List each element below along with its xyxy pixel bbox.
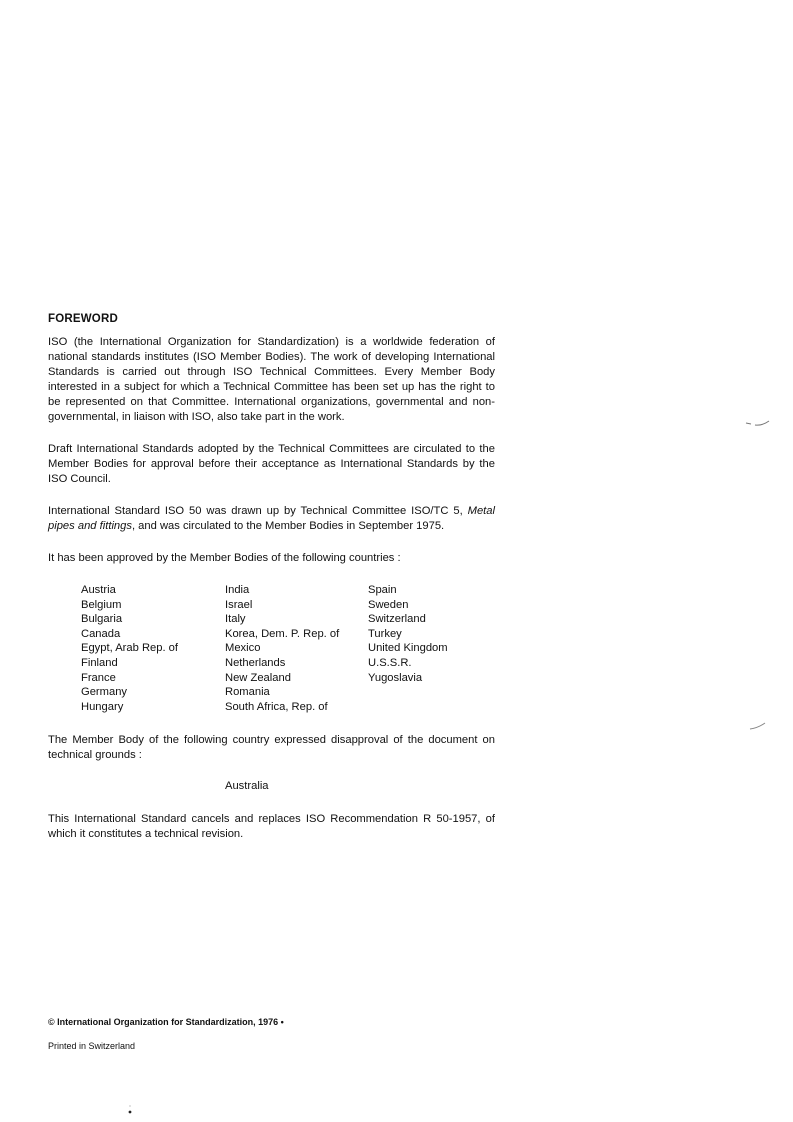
country-item: Belgium: [81, 598, 122, 611]
country-item: India: [225, 584, 250, 596]
scan-mark-icon: [745, 418, 771, 428]
countries-column-2: [225, 583, 339, 714]
copyright-notice: © International Organization for Standardization, 1976 •: [48, 1017, 284, 1027]
country-item: Turkey: [368, 627, 402, 640]
country-item: Italy: [225, 613, 246, 626]
printed-in-notice: Printed in Switzerland: [48, 1041, 136, 1051]
disapproving-country: Australia: [225, 780, 269, 792]
foreword-paragraph-5: The Member Body of the following country expressed disapproval of the document on technical grounds :: [48, 734, 495, 761]
country-item: Germany: [81, 686, 128, 699]
foreword-paragraph-3: [48, 504, 495, 534]
scan-dot-icon: [126, 1103, 134, 1117]
country-item: Canada: [81, 627, 121, 640]
country-item: Sweden: [368, 598, 409, 611]
country-item: Korea, Dem. P. Rep. of: [225, 627, 340, 640]
country-item: Mexico: [225, 642, 261, 655]
foreword-paragraph-1: ISO (the International Organization for Standardization) is a worldwide federation of national standards institutes (ISO Member Bodies). The work of developing International Standards is carried out through ISO Technical Committees. Every Member Body interested in a subject for which a Technical Committee has been set up has the right to be represented on that Committee. International organizations, governmental and non-governmental, in liaison with ISO, also take part in the work.: [48, 336, 495, 423]
country-item: New Zealand: [225, 671, 291, 684]
country-item: Switzerland: [368, 613, 426, 626]
country-item: Hungary: [81, 700, 124, 713]
country-item: France: [81, 671, 116, 684]
country-item: South Africa, Rep. of: [225, 700, 328, 713]
foreword-paragraph-4: It has been approved by the Member Bodies of the following countries :: [48, 552, 401, 564]
countries-column-1: [81, 583, 178, 714]
scan-mark-icon: [748, 720, 768, 732]
country-item: Finland: [81, 656, 118, 669]
country-item: Austria: [81, 584, 116, 596]
country-item: Romania: [225, 686, 270, 699]
country-item: Netherlands: [225, 656, 286, 669]
foreword-heading: FOREWORD: [48, 313, 118, 325]
country-item: Yugoslavia: [368, 671, 423, 684]
foreword-paragraph-6: This International Standard cancels and replaces ISO Recommendation R 50-1957, of which it constitutes a technical revision.: [48, 813, 495, 840]
foreword-section: [48, 313, 495, 859]
countries-column-3: [368, 583, 448, 685]
para3-tail: , and was circulated to the Member Bodies in September 1975.: [131, 520, 445, 532]
country-item: Israel: [225, 598, 253, 611]
foreword-paragraph-2: Draft International Standards adopted by the Technical Committees are circulated to the Member Bodies for approval before their acceptance as International Standards by the ISO Council.: [48, 443, 495, 485]
country-item: Spain: [368, 584, 397, 596]
country-item: Egypt, Arab Rep. of: [81, 642, 179, 655]
para3-intro: International Standard ISO 50 was drawn up by Technical Committee ISO/TC 5,: [48, 505, 463, 517]
country-item: United Kingdom: [368, 642, 448, 655]
committee-title: Metal pipes and fittings: [48, 505, 495, 532]
country-item: U.S.S.R.: [368, 656, 412, 669]
country-item: Bulgaria: [81, 613, 123, 626]
approving-countries-list: [48, 583, 495, 713]
